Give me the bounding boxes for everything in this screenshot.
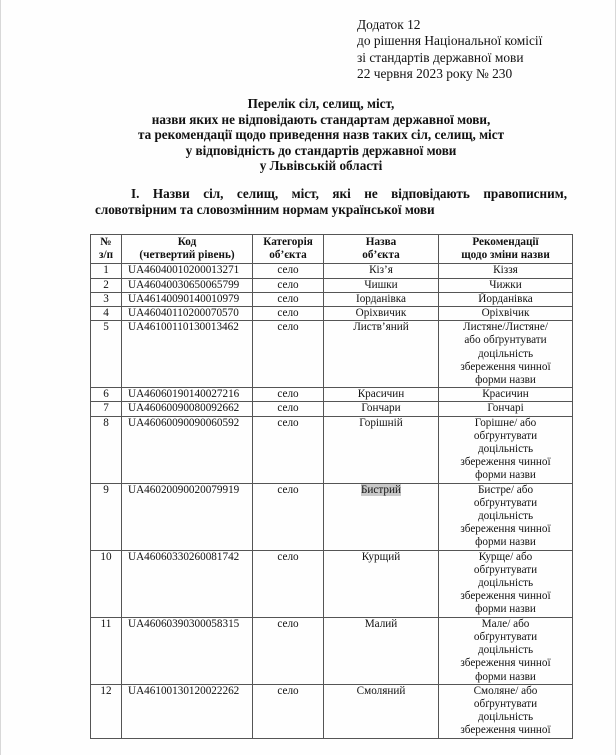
row-name-text: Кіз’я <box>369 264 393 277</box>
header-recommendation-line: Рекомендації <box>472 236 539 248</box>
row-number: 11 <box>91 617 122 684</box>
recommendation-line: збереження чинної <box>460 657 551 670</box>
header-recommendation <box>439 235 573 264</box>
recommendation-line: Смоляне/ або <box>473 684 538 697</box>
row-number: 1 <box>91 264 122 278</box>
header-num <box>91 235 122 264</box>
row-code: UA46140090140010979 <box>122 292 253 306</box>
row-category: село <box>253 278 324 292</box>
row-name <box>324 483 439 550</box>
section-heading <box>95 186 567 218</box>
row-code: UA46060090080092662 <box>122 402 253 416</box>
table-header-row <box>91 235 573 264</box>
recommendation-line: форми назви <box>475 603 536 616</box>
row-category: село <box>253 264 324 278</box>
row-code: UA46100130120022262 <box>122 684 253 738</box>
table-row <box>91 388 573 402</box>
row-category: село <box>253 684 324 738</box>
row-code: UA46040030650065799 <box>122 278 253 292</box>
row-code: UA46020090020079919 <box>122 483 253 550</box>
table-row <box>91 278 573 292</box>
row-name-text: Красичин <box>357 388 405 401</box>
recommendation-line: доцільність <box>477 443 534 456</box>
recommendation-line: збереження чинної <box>460 523 551 536</box>
table-row <box>91 617 573 684</box>
row-name <box>324 388 439 402</box>
recommendation-line: Йорданівка <box>478 292 533 305</box>
row-code: UA46100110130013462 <box>122 321 253 388</box>
row-category: село <box>253 292 324 306</box>
table-row <box>91 483 573 550</box>
recommendation-line: Красичин <box>482 388 529 401</box>
recommendation-line: доцільність <box>477 577 534 590</box>
row-name <box>324 307 439 321</box>
header-recommendation-line: щодо зміни назви <box>461 249 550 262</box>
recommendation-line: обґрунтувати <box>473 630 538 643</box>
row-recommendation <box>439 307 573 321</box>
header-name-line: об’єкта <box>362 249 400 262</box>
row-name <box>324 278 439 292</box>
table-row <box>91 684 573 738</box>
row-recommendation <box>439 402 573 416</box>
appendix-header <box>357 17 542 82</box>
row-category: село <box>253 483 324 550</box>
row-number: 5 <box>91 321 122 388</box>
title-line: Перелік сіл, селищ, міст, <box>247 96 395 111</box>
row-recommendation <box>439 684 573 738</box>
row-recommendation <box>439 550 573 617</box>
section-heading-line: словотвірним та словозмінним нормам української мови <box>95 202 435 217</box>
recommendation-line: обґрунтувати <box>473 563 538 576</box>
row-number: 12 <box>91 684 122 738</box>
row-code: UA46060090090060592 <box>122 416 253 483</box>
recommendation-line: Горішне/ або <box>474 416 537 429</box>
title-line: назви яких не відповідають стандартам державної мови, <box>151 111 491 127</box>
recommendation-line: доцільність <box>477 510 534 523</box>
row-name <box>324 617 439 684</box>
row-number: 6 <box>91 388 122 402</box>
table-row <box>91 416 573 483</box>
table-row <box>91 402 573 416</box>
row-name-text: Іорданівка <box>355 292 407 305</box>
recommendation-line: форми назви <box>475 469 536 482</box>
recommendation-line: доцільність <box>477 711 534 724</box>
row-recommendation <box>439 483 573 550</box>
recommendation-line: або обґрунтувати <box>464 334 547 347</box>
row-name <box>324 550 439 617</box>
row-recommendation <box>439 617 573 684</box>
row-number: 10 <box>91 550 122 617</box>
recommendation-line: збереження чинної <box>460 590 551 603</box>
settlements-table <box>90 234 573 739</box>
row-category: село <box>253 416 324 483</box>
recommendation-line: форми назви <box>475 374 536 387</box>
row-name <box>324 684 439 738</box>
row-category: село <box>253 402 324 416</box>
row-name <box>324 416 439 483</box>
table-row <box>91 264 573 278</box>
recommendation-line: Гончарі <box>487 402 524 415</box>
recommendation-line: обґрунтувати <box>473 697 538 710</box>
row-number: 8 <box>91 416 122 483</box>
row-name <box>324 264 439 278</box>
recommendation-line: форми назви <box>475 670 536 683</box>
row-name <box>324 321 439 388</box>
header-category-line: Категорія <box>263 236 313 248</box>
row-recommendation <box>439 278 573 292</box>
title-line: та рекомендації щодо приведення назв таких сіл, селищ, міст <box>137 127 505 143</box>
recommendation-line: Листяне/Листяне/ <box>463 321 548 334</box>
row-category: село <box>253 321 324 388</box>
header-code <box>122 235 253 264</box>
recommendation-line: Бистре/ або <box>477 483 534 496</box>
row-code: UA46040010200013271 <box>122 264 253 278</box>
row-name-text: Горішній <box>359 416 403 429</box>
row-number: 2 <box>91 278 122 292</box>
recommendation-line: доцільність <box>477 347 534 360</box>
header-num-line: № <box>100 236 112 248</box>
recommendation-line: обґрунтувати <box>473 429 538 442</box>
row-recommendation <box>439 292 573 306</box>
row-number: 3 <box>91 292 122 306</box>
row-name-text: Курщий <box>361 550 401 563</box>
table-row <box>91 321 573 388</box>
header-category <box>253 235 324 264</box>
recommendation-line: Оріхвічик <box>481 307 530 320</box>
recommendation-line: Курще/ або <box>478 550 533 563</box>
row-name <box>324 292 439 306</box>
title-line: у Львівській області <box>259 158 383 174</box>
row-recommendation <box>439 264 573 278</box>
section-heading-line: I. Назви сіл, селищ, міст, які не відповідають правописним, <box>131 186 567 201</box>
row-category: село <box>253 617 324 684</box>
row-recommendation <box>439 388 573 402</box>
recommendation-line: Мале/ або <box>481 617 530 630</box>
row-recommendation <box>439 321 573 388</box>
document-title <box>61 96 581 174</box>
header-category-line: об’єкта <box>269 249 307 262</box>
recommendation-line: збереження чинної <box>460 360 551 373</box>
appendix-line: до рішення Національної комісії <box>357 33 543 49</box>
row-code: UA46040110200070570 <box>122 307 253 321</box>
row-name <box>324 402 439 416</box>
recommendation-line: форми назви <box>475 536 536 549</box>
header-code-line: Код <box>177 236 197 248</box>
row-recommendation <box>439 416 573 483</box>
header-num-line: з/п <box>98 249 114 262</box>
recommendation-line: Чижки <box>489 278 522 291</box>
header-name-line: Назва <box>365 236 397 248</box>
row-name-text: Оріхвичик <box>355 307 407 320</box>
row-code: UA46060330260081742 <box>122 550 253 617</box>
table-body <box>91 264 573 738</box>
row-name-text: Смоляний <box>356 684 406 697</box>
row-name-text: Листв’яний <box>353 321 409 334</box>
appendix-line: 22 червня 2023 року № 230 <box>357 65 513 81</box>
row-name-text: Чишки <box>364 278 398 291</box>
row-number: 7 <box>91 402 122 416</box>
recommendation-line: збереження чинної <box>460 724 551 737</box>
recommendation-line: збереження чинної <box>460 456 551 469</box>
row-category: село <box>253 307 324 321</box>
row-name-text: Гончари <box>361 402 401 415</box>
table-row <box>91 307 573 321</box>
header-name <box>324 235 439 264</box>
recommendation-line: доцільність <box>477 644 534 657</box>
table-row <box>91 550 573 617</box>
row-category: село <box>253 388 324 402</box>
recommendation-line: обґрунтувати <box>473 496 538 509</box>
row-number: 9 <box>91 483 122 550</box>
header-code-line: (четвертий рівень) <box>139 249 235 262</box>
appendix-line: Додаток 12 <box>357 17 421 32</box>
row-code: UA46060190140027216 <box>122 388 253 402</box>
recommendation-line: Кіззя <box>493 264 518 277</box>
row-name-text: Бистрий <box>361 483 401 496</box>
row-number: 4 <box>91 307 122 321</box>
table-row <box>91 292 573 306</box>
row-name-text: Малий <box>364 617 398 630</box>
title-line: у відповідність до стандартів державної мови <box>185 142 457 158</box>
row-category: село <box>253 550 324 617</box>
row-code: UA46060390300058315 <box>122 617 253 684</box>
appendix-line: зі стандартів державної мови <box>357 49 524 65</box>
